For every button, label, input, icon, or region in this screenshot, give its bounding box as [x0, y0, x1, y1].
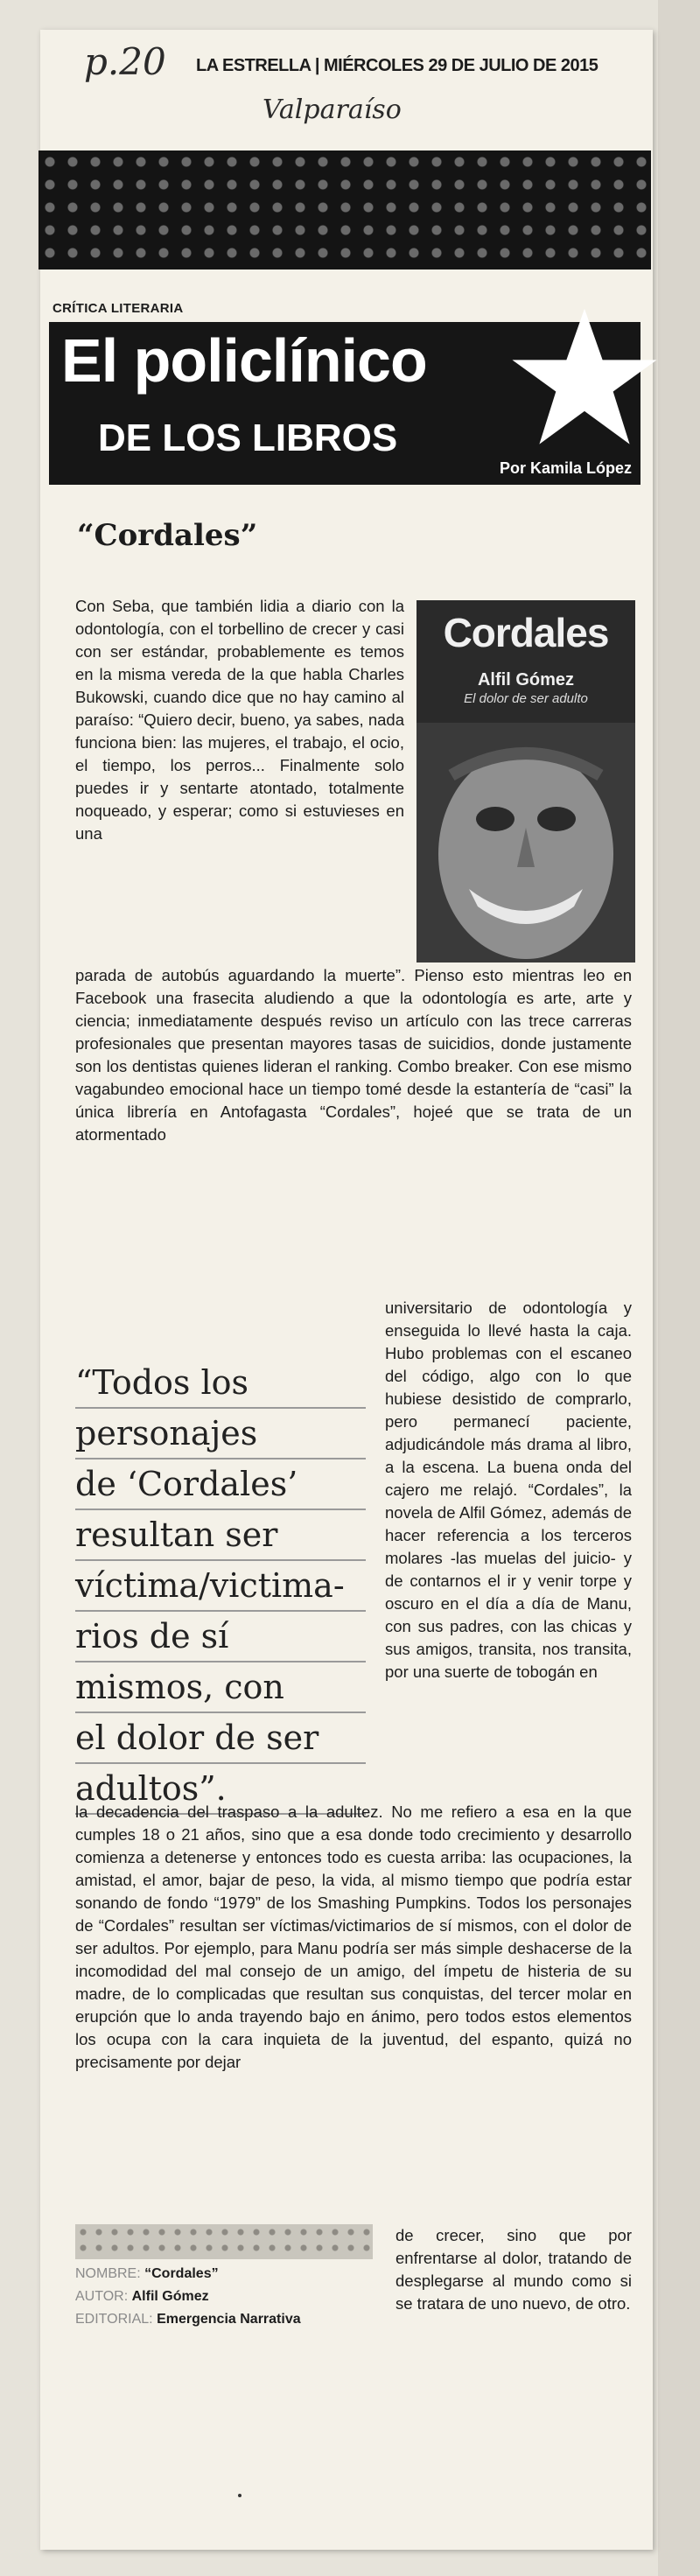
info-box-pattern	[75, 2224, 373, 2259]
info-name-value: “Cordales”	[144, 2266, 219, 2281]
cover-subtitle: El dolor de ser adulto	[464, 691, 588, 706]
pull-quote-line: de ‘Cordales’	[75, 1460, 366, 1510]
pull-quote-line: rios de sí	[75, 1612, 366, 1662]
book-info-box	[75, 2224, 373, 2357]
star-icon	[509, 303, 660, 453]
section-title-banner	[49, 322, 640, 485]
section-title: El policlínico	[61, 326, 427, 395]
page-edge-strip	[658, 0, 700, 2576]
article-paragraph-1: Con Seba, que también lidia a diario con la odontología, con el torbellino de crecer y casi con ser estándar, probablemente es temos en la misma vereda de la que habla Charles Bukowski, cuando dice que no hay camino al paraíso: “Quiero decir, bueno, ya sabes, nada funciona bien: las mujeres, el trabajo, el ocio, el tiempo, los perros... Finalmente solo puedes ir y sentarte atontado, totalmente noqueado, y esperar; como si estuvieses en una	[75, 597, 404, 843]
info-publisher-row	[75, 2312, 373, 2328]
info-publisher-label: EDITORIAL:	[75, 2312, 153, 2327]
pull-quote-line: “Todos los	[75, 1358, 366, 1409]
info-author-row	[75, 2289, 373, 2305]
article-paragraph-2: parada de autobús aguardando la muerte”. Pienso esto mientras leo en Facebook una frasecita aludiendo a que la odontología es arte, arte y ciencia; inmediatamente después reviso un artículo con las trece carreras profesionales que presentan mayores tasas de suicidios, donde justamente son los dentistas quienes lideran el ranking. Combo breaker. Con ese mismo vagabundeo emocional hace un tiempo tomé desde la estantería de “casi” la única librería en Antofagasta “Cordales”, hojeé que se trata de un atormentado	[75, 966, 632, 1144]
article-headline: “Cordales”	[77, 518, 258, 553]
end-mark	[238, 2494, 242, 2497]
section-kicker: CRÍTICA LITERARIA	[52, 301, 184, 316]
pull-quote-line: resultan ser	[75, 1510, 366, 1561]
pull-quote-line: el dolor de ser	[75, 1713, 366, 1764]
info-author-value: Alfil Gómez	[131, 2289, 209, 2304]
info-name-row	[75, 2266, 373, 2282]
article-paragraph-4: la decadencia del traspaso a la adultez. No me refiero a esa en la que cumples 18 o 21 años, sino que a esa donde todo crecimiento y desarrollo comienza a detenerse y entonces todo es cuesta arriba: las ocupaciones, la amistad, el amor, bajar de peso, la vida, al mismo tiempo que podría estar sonando de fondo “1979” de los Smashing Pumpkins. Todos los personajes de “Cordales” resultan ser víctimas/victimarios de sí mismos, con el dolor de ser adultos. Por ejemplo, para Manu podría ser más simple deshacerse de la incomodidad del mal consejo de un amigo, del ímpetu de histeria de su madre, de lo complicadas que resultan sus conquistas, del tercer molar en erupción que lo anda trayendo bajo en ánimo, pero todos estos elementos los ocupa con la cara inquieta de la juventud, del espanto, quizá no precisamente por dejar	[75, 1802, 632, 2071]
pull-quote-line: personajes	[75, 1409, 366, 1460]
article-paragraph-3: universitario de odontología y enseguida lo llevé hasta la caja. Hubo problemas con el escaneo del código, algo con lo que hubiese desistido de comprarlo, pero permanecí paciente, adjudicándole más drama al libro, a la escena. La buena onda del cajero me relajó. “Cordales”, la novela de Alfil Gómez, además de hacer referencia a los terceros molares -las muelas del juicio- y de contarnos el ir y venir torpe y oscuro en el día a día de Manu, con sus padres, con las chicas y sus amigos, transita, nos transita, por una suerte de tobogán en	[385, 1298, 632, 1681]
byline: Por Kamila López	[499, 459, 632, 477]
handwritten-city: Valparaíso	[262, 94, 402, 125]
cover-title: Cordales	[443, 610, 609, 655]
info-publisher-value: Emergencia Narrativa	[157, 2312, 301, 2327]
pull-quote-line: mismos, con	[75, 1662, 366, 1713]
info-name-label: NOMBRE:	[75, 2266, 141, 2281]
book-cover-image	[416, 600, 635, 962]
newspaper-masthead: LA ESTRELLA | MIÉRCOLES 29 DE JULIO DE 2015	[196, 56, 598, 75]
handwritten-page-note: p.20	[84, 40, 166, 83]
info-author-label: AUTOR:	[75, 2289, 129, 2304]
cover-author: Alfil Gómez	[477, 670, 574, 690]
article-paragraph-5: de crecer, sino que por enfrentarse al dolor, tratando de desplegarse al mundo como si se tratara de uno nuevo, de otro.	[396, 2226, 632, 2313]
section-subtitle: DE LOS LIBROS	[98, 416, 398, 459]
pull-quote-line: adultos”.	[75, 1764, 366, 1815]
cover-face-illustration	[416, 723, 635, 962]
pull-quote	[75, 1358, 366, 1815]
pull-quote-line: víctima/victima-	[75, 1561, 366, 1612]
decorative-pattern-band	[38, 150, 651, 270]
